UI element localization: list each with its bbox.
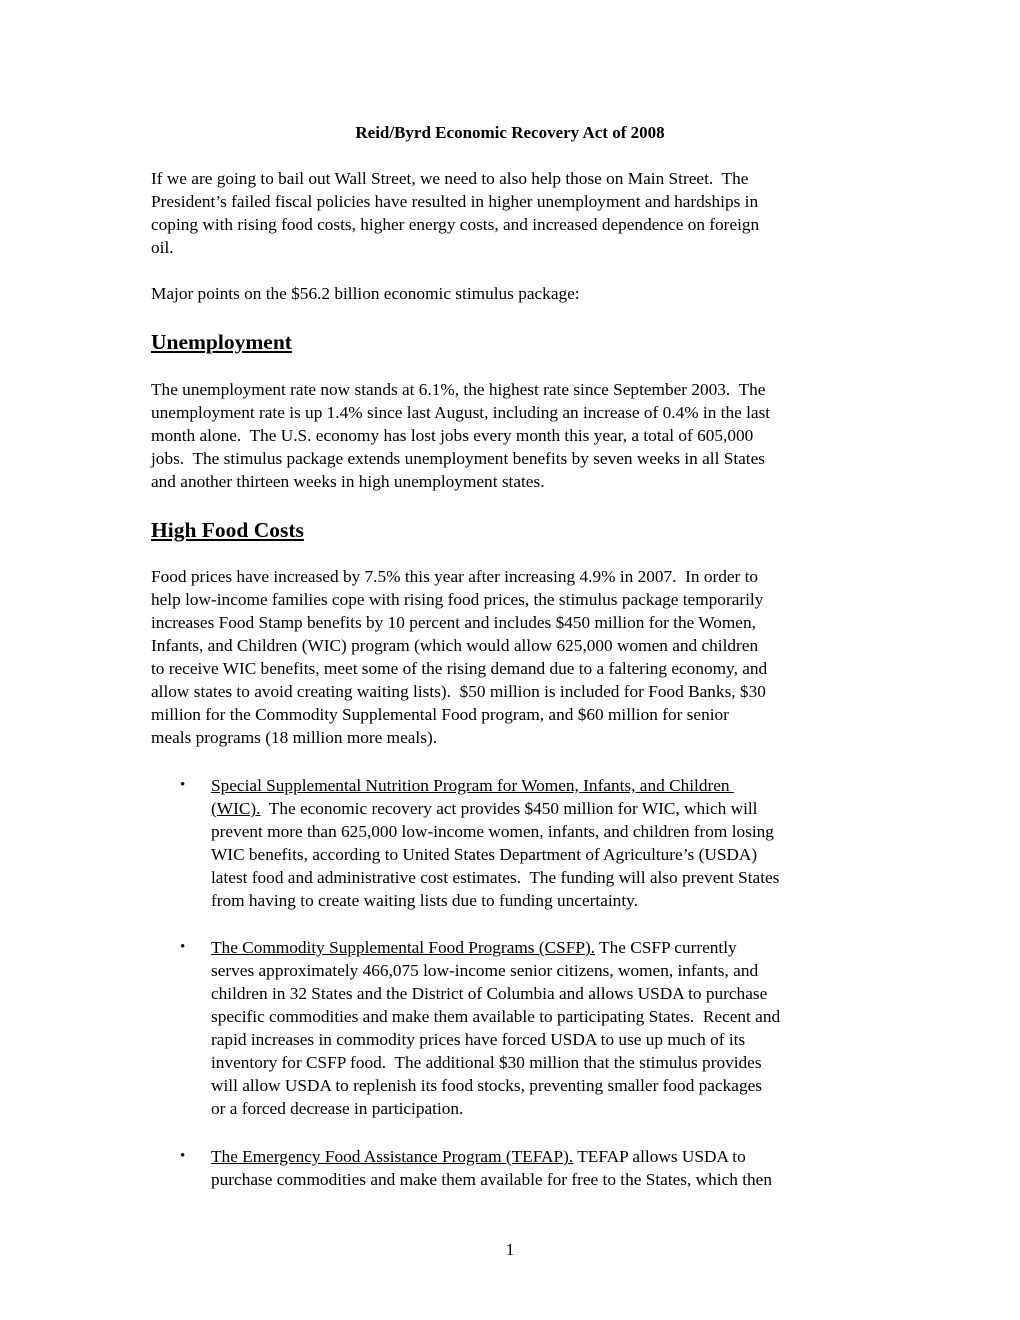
text-line (211, 1051, 780, 1074)
text-line (211, 1074, 780, 1097)
text-line (211, 1168, 772, 1191)
text-line: meals programs (18 million more meals). (151, 728, 438, 747)
bullet-csfp (211, 936, 780, 1120)
document-title: Reid/Byrd Economic Recovery Act of 2008 (355, 123, 665, 142)
text-line: If we are going to bail out Wall Street, we need to also help those on Main Street. The (151, 169, 749, 188)
text-line: allow states to avoid creating waiting lists). $50 million is included for Food Banks, $30 (151, 682, 766, 701)
body-text: TEFAP allows USDA to (573, 1147, 746, 1166)
text-line: month alone. The U.S. economy has lost jobs every month this year, a total of 605,000 (151, 426, 754, 445)
text-line: unemployment rate is up 1.4% since last August, including an increase of 0.4% in the last (151, 403, 771, 422)
body-text: specific commodities and make them available to participating States. Recent and (211, 1007, 781, 1026)
text-line: Major points on the $56.2 billion economic stimulus package: (151, 284, 580, 303)
text-line (211, 889, 779, 912)
text-line (211, 936, 780, 959)
food-heading: High Food Costs (151, 518, 304, 542)
text-line: oil. (151, 238, 174, 257)
text-line (211, 959, 780, 982)
page-number: 1 (505, 1240, 515, 1259)
food-paragraph (151, 565, 767, 749)
body-text: latest food and administrative cost estimates. The funding will also prevent States (211, 868, 780, 887)
intro-paragraph (151, 167, 759, 259)
major-points-paragraph (151, 282, 580, 305)
body-text: inventory for CSFP food. The additional $30 million that the stimulus provides (211, 1053, 762, 1072)
text-line (211, 820, 779, 843)
body-text: serves approximately 466,075 low-income senior citizens, women, infants, and (211, 961, 759, 980)
body-text: WIC benefits, according to United States Department of Agriculture’s (USDA) (211, 845, 758, 864)
text-line (211, 1005, 780, 1028)
body-text: or a forced decrease in participation. (211, 1099, 464, 1118)
body-text: prevent more than 625,000 low-income women, infants, and children from losing (211, 822, 774, 841)
bullet-wic (211, 774, 779, 912)
bullet-icon: • (180, 939, 186, 955)
body-text: children in 32 States and the District of Columbia and allows USDA to purchase (211, 984, 768, 1003)
body-text: The economic recovery act provides $450 million for WIC, which will (260, 799, 758, 818)
text-line: and another thirteen weeks in high unemployment states. (151, 472, 545, 491)
text-line (211, 774, 779, 797)
text-line: help low-income families cope with rising food prices, the stimulus package temporarily (151, 590, 764, 609)
body-text: The CSFP currently (595, 938, 737, 957)
text-line: increases Food Stamp benefits by 10 percent and includes $450 million for the Women, (151, 613, 756, 632)
text-line: coping with rising food costs, higher energy costs, and increased dependence on foreign (151, 215, 760, 234)
text-line (211, 1145, 772, 1168)
program-name-underlined: Special Supplemental Nutrition Program for Women, Infants, and Children (211, 776, 734, 795)
text-line (211, 982, 780, 1005)
bullet-icon: • (180, 777, 186, 793)
unemployment-heading: Unemployment (151, 330, 292, 354)
body-text: from having to create waiting lists due to funding uncertainty. (211, 891, 638, 910)
program-name-underlined: The Commodity Supplemental Food Programs (CSFP). (211, 938, 596, 957)
text-line: million for the Commodity Supplemental Food program, and $60 million for senior (151, 705, 729, 724)
text-line: Food prices have increased by 7.5% this year after increasing 4.9% in 2007. In order to (151, 567, 759, 586)
text-line (211, 843, 779, 866)
text-line (211, 1097, 780, 1120)
text-line: The unemployment rate now stands at 6.1%, the highest rate since September 2003. The (151, 380, 766, 399)
program-name-underlined: The Emergency Food Assistance Program (TEFAP). (211, 1147, 574, 1166)
text-line: to receive WIC benefits, meet some of the rising demand due to a faltering economy, and (151, 659, 768, 678)
text-line (211, 1028, 780, 1051)
text-line: President’s failed fiscal policies have resulted in higher unemployment and hardships in (151, 192, 759, 211)
bullet-icon: • (180, 1148, 186, 1164)
body-text: purchase commodities and make them available for free to the States, which then (211, 1170, 772, 1189)
body-text: rapid increases in commodity prices have forced USDA to use up much of its (211, 1030, 746, 1049)
bullet-tefap (211, 1145, 772, 1191)
body-text: will allow USDA to replenish its food stocks, preventing smaller food packages (211, 1076, 762, 1095)
text-line (211, 866, 779, 889)
text-line: jobs. The stimulus package extends unemployment benefits by seven weeks in all States (151, 449, 765, 468)
program-name-underlined: (WIC). (211, 799, 261, 818)
unemployment-paragraph (151, 378, 770, 493)
text-line: Infants, and Children (WIC) program (which would allow 625,000 women and children (151, 636, 759, 655)
text-line (211, 797, 779, 820)
